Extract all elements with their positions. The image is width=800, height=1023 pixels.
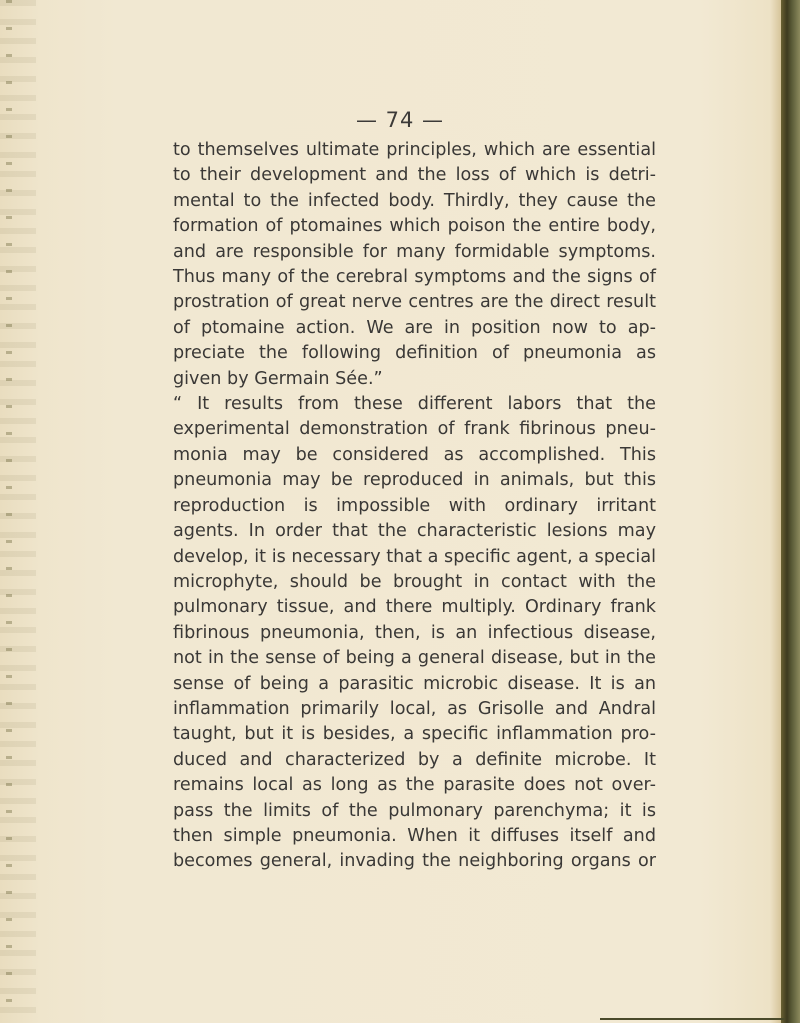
- text-line: pulmonary tissue, and there multiply. Ordinary frank: [173, 597, 656, 618]
- text-line: becomes general, invading the neighboring organs or: [173, 851, 656, 872]
- page-right-edge-shadow: [781, 0, 800, 1023]
- text-line: to their development and the loss of which is detri-: [173, 165, 656, 186]
- text-line: taught, but it is besides, a specific inflammation pro-: [173, 724, 656, 745]
- text-line: to themselves ultimate principles, which are essential: [173, 140, 656, 160]
- text-line: formation of ptomaines which poison the entire body,: [173, 216, 656, 237]
- text-line: then simple pneumonia. When it diffuses itself and: [173, 825, 656, 846]
- text-line: sense of being a parasitic microbic disease. It is an: [173, 673, 656, 694]
- text-line: and are responsible for many formidable symptoms.: [173, 241, 656, 262]
- text-line: given by Germain Sée.”: [173, 368, 383, 389]
- text-line: inflammation primarily local, as Grisolle and Andral: [173, 698, 656, 719]
- text-line: develop, it is necessary that a specific agent, a special: [173, 546, 656, 567]
- text-line: prostration of great nerve centres are the direct result: [173, 292, 656, 313]
- text-line: pass the limits of the pulmonary parenchyma; it is: [173, 800, 656, 821]
- text-line: mental to the infected body. Thirdly, they cause the: [173, 190, 656, 211]
- text-line: reproduction is impossible with ordinary irritant: [173, 495, 656, 516]
- text-line: of ptomaine action. We are in position now to ap-: [173, 317, 656, 338]
- text-line: preciate the following definition of pneumonia as: [173, 343, 656, 364]
- text-line: not in the sense of being a general disease, but in the: [173, 648, 656, 669]
- text-line: experimental demonstration of frank fibrinous pneu-: [173, 419, 656, 440]
- text-line: “ It results from these different labors that the: [173, 394, 656, 415]
- text-line: microphyte, should be brought in contact with the: [173, 571, 656, 592]
- text-line: Thus many of the cerebral symptoms and the signs of: [173, 267, 656, 288]
- text-line: remains local as long as the parasite does not over-: [173, 775, 656, 796]
- page-left-edge-binding: [0, 0, 36, 1023]
- text-line: fibrinous pneumonia, then, is an infectious disease,: [173, 622, 656, 643]
- text-line: pneumonia may be reproduced in animals, but this: [173, 470, 656, 491]
- text-line: duced and characterized by a definite microbe. It: [173, 749, 656, 770]
- body-text: [173, 138, 656, 875]
- page-number: — 74 —: [355, 108, 445, 132]
- page-bottom-edge: [600, 1018, 785, 1020]
- text-line: agents. In order that the characteristic lesions may: [173, 521, 656, 542]
- text-line: monia may be considered as accomplished. This: [173, 444, 656, 465]
